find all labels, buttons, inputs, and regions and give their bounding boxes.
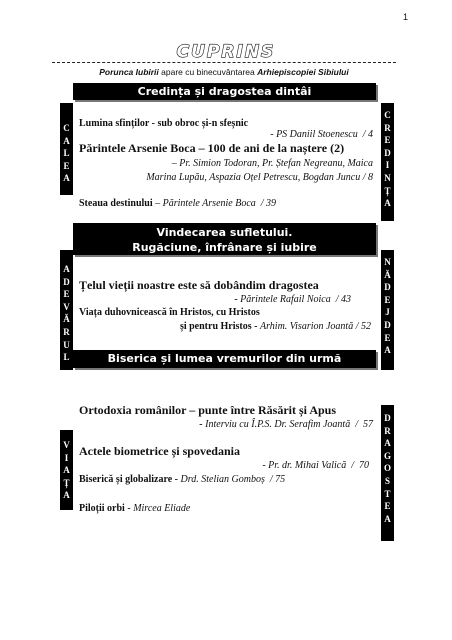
entry-4-byline: - Părintele Rafail Noica / 43 <box>234 294 351 305</box>
side-letter-nadejdea-0: N <box>384 257 391 267</box>
entry-6-page: 57 <box>363 419 373 430</box>
entry-8-line[interactable]: Biserică și globalizare - Drd. Stelian Gomboș / 75 <box>79 474 286 485</box>
entry-1-author: PS Daniil Stoenescu <box>276 129 358 140</box>
side-letters-calea <box>60 103 73 185</box>
entry-4-page: 43 <box>341 294 351 305</box>
section-2-heading-line-1: Vindecarea sufletului. <box>156 226 293 239</box>
entry-3-author: Părintele Arsenie Boca <box>162 198 256 209</box>
side-letter-credinta-7: A <box>384 198 391 209</box>
title-dashed-rule <box>52 62 396 63</box>
entry-6-author: Interviu cu Î.P.S. Dr. Serafim Joantă <box>205 419 351 430</box>
entry-3-line[interactable]: Steaua destinului – Părintele Arsenie Boca / 39 <box>79 198 277 209</box>
side-letter-adevarul-7: L <box>63 352 70 363</box>
entry-7-byline: - Pr. dr. Mihai Valică / 70 <box>262 460 369 471</box>
section-banner-3 <box>73 350 376 368</box>
side-letter-adevarul-1: D <box>63 276 70 287</box>
side-letter-viata-1: I <box>64 452 69 463</box>
entry-8-title: Biserică și globalizare <box>79 474 173 485</box>
side-letter-nadejdea-2: D <box>384 282 391 293</box>
side-letter-viata-3: Ț <box>63 477 70 488</box>
publication-subtitle <box>52 67 396 77</box>
left-side-bar-calea <box>60 103 73 195</box>
side-letters-adevarul <box>60 250 73 364</box>
subtitle-archdiocese: Arhiepiscopiei Sibiului <box>257 67 349 77</box>
side-letter-nadejdea-4: J <box>385 307 390 318</box>
entry-3-title: Steaua destinului <box>79 198 153 209</box>
right-side-bar-credinta <box>381 103 394 221</box>
side-letter-calea-3: E <box>63 160 70 171</box>
side-letter-nadejdea-7: A <box>384 345 391 356</box>
page-number: 1 <box>402 12 408 22</box>
side-letter-nadejdea-6: E <box>384 332 391 343</box>
side-letters-credinta <box>381 103 394 210</box>
entry-5-line-2[interactable]: și pentru Hristos - Arhim. Visarion Joantă / 52 <box>179 321 371 332</box>
right-side-bar-dragostea <box>381 405 394 541</box>
entry-7-page: 70 <box>359 460 369 471</box>
entry-8-author: Drd. Stelian Gomboș <box>180 474 265 485</box>
side-letter-adevarul-5: R <box>63 326 70 337</box>
entry-9-title: Piloții orbi <box>79 503 125 514</box>
side-letter-adevarul-4: Ă <box>63 314 70 325</box>
side-letter-viata-2: A <box>63 465 70 476</box>
entry-3-page: 39 <box>266 198 277 209</box>
entry-5-title-line-1[interactable]: Viața duhovnicească în Hristos, cu Hristos <box>79 307 260 318</box>
entry-9-author: Mircea Eliade <box>133 503 191 514</box>
side-letter-viata-4: A <box>63 490 70 501</box>
side-letter-nadejdea-1: Ă <box>384 269 391 280</box>
side-letter-dragostea-5: S <box>384 475 390 486</box>
subtitle-blessing: apare cu binecuvântarea <box>161 67 255 77</box>
page-title: CUPRINS <box>176 42 276 62</box>
entry-5-page: 52 <box>361 321 371 332</box>
subtitle-magazine-name: Porunca Iubirii <box>99 67 159 77</box>
entry-6-title[interactable]: Ortodoxia românilor – punte între Răsărit și Apus <box>79 403 337 417</box>
side-letter-calea-4: A <box>63 173 70 184</box>
side-letter-viata-0: V <box>63 440 70 450</box>
side-letter-calea-0: C <box>63 123 70 133</box>
side-letter-dragostea-8: A <box>384 513 391 524</box>
section-3-heading: Biserica și lumea vremurilor din urmă <box>107 352 342 365</box>
side-letter-dragostea-1: R <box>384 425 391 436</box>
side-letter-calea-1: A <box>63 135 70 146</box>
section-banner-1 <box>73 83 376 100</box>
side-letter-credinta-1: R <box>384 122 391 133</box>
entry-1-page: 4 <box>368 129 373 140</box>
entry-4-author: Părintele Rafail Noica <box>240 294 331 305</box>
side-letter-credinta-3: D <box>384 147 391 158</box>
side-letter-credinta-5: N <box>384 172 391 183</box>
entry-5-title-line-2: și pentru Hristos <box>179 321 252 332</box>
side-letter-dragostea-4: O <box>383 463 391 474</box>
side-letters-dragostea <box>381 405 394 525</box>
entry-1-byline: - PS Daniil Stoenescu / 4 <box>270 129 373 140</box>
section-1-heading: Credința și dragostea dintâi <box>137 85 312 98</box>
side-letter-dragostea-6: T <box>384 488 391 499</box>
entry-2-author-line-1: – Pr. Simion Todoran, Pr. Ștefan Negreanu, Maica <box>171 158 373 169</box>
side-letter-dragostea-2: A <box>384 438 391 449</box>
entry-2-author-line-2: Marina Lupău, Aspazia Oțel Petrescu, Bogdan Juncu / 8 <box>146 172 373 183</box>
side-letter-credinta-0: C <box>384 110 391 120</box>
entry-5-author: Arhim. Visarion Joantă <box>259 321 354 332</box>
entry-8-page: 75 <box>275 474 286 485</box>
side-letter-nadejdea-5: D <box>384 319 391 330</box>
side-letter-adevarul-3: V <box>63 301 70 312</box>
side-letter-credinta-6: Ț <box>384 185 391 196</box>
entry-9-line[interactable]: Piloții orbi - Mircea Eliade <box>79 503 191 514</box>
entry-4-title[interactable]: Țelul vieții noastre este să dobândim dragostea <box>79 278 319 292</box>
side-letter-calea-2: L <box>63 148 70 159</box>
side-letter-credinta-2: E <box>384 135 391 146</box>
entry-2-title[interactable]: Părintele Arsenie Boca – 100 de ani de la naștere (2) <box>79 141 345 155</box>
section-banner-2 <box>73 223 376 255</box>
side-letter-adevarul-6: U <box>63 339 70 350</box>
left-side-bar-adevarul <box>60 250 73 370</box>
entry-1-title[interactable]: Lumina sfinților - sub obroc și-n sfeșnic <box>79 118 249 129</box>
side-letters-nadejdea <box>381 250 394 357</box>
right-side-bar-nadejdea <box>381 250 394 370</box>
side-letter-credinta-4: I <box>385 160 390 171</box>
side-letter-nadejdea-3: E <box>384 294 391 305</box>
entry-7-author: Pr. dr. Mihai Valică <box>268 460 347 471</box>
section-2-heading-line-2: Rugăciune, înfrânare și iubire <box>132 241 317 254</box>
entry-7-title[interactable]: Actele biometrice și spovedania <box>79 444 240 458</box>
side-letter-adevarul-0: A <box>63 264 70 274</box>
left-side-bar-viata <box>60 430 73 510</box>
side-letters-viata <box>60 430 73 502</box>
side-letter-adevarul-2: E <box>63 289 70 300</box>
side-letter-dragostea-3: G <box>383 450 391 461</box>
entry-6-byline: - Interviu cu Î.P.S. Dr. Serafim Joantă / 57 <box>199 419 373 430</box>
side-letter-dragostea-0: D <box>384 413 391 423</box>
side-letter-dragostea-7: E <box>384 501 391 512</box>
